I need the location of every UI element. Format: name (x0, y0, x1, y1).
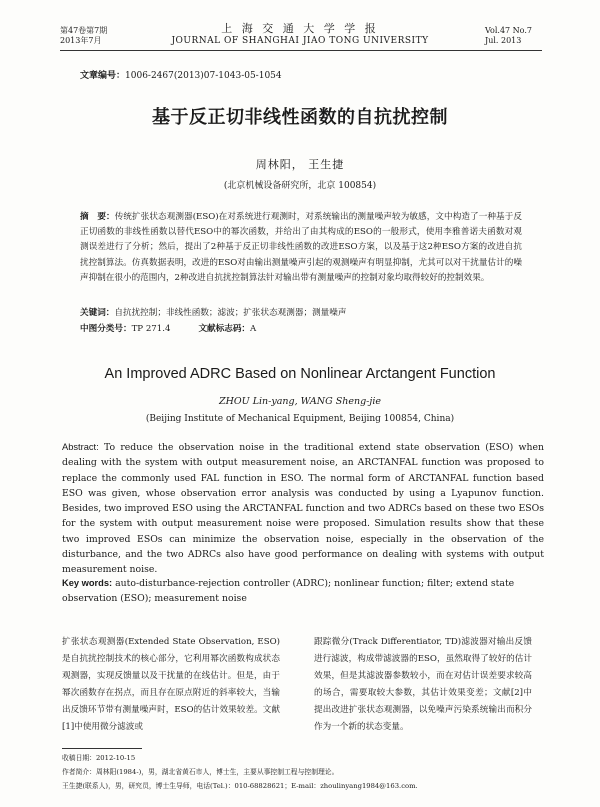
footnote-contact: 王生捷(联系人)，男，研究员，博士生导师，电话(Tel.)：010-68828621；E-mail：zhoulinyang1984@163.com. (62, 782, 418, 790)
article-number-value: 1006-2467(2013)07-1043-05-1054 (125, 71, 282, 81)
footnote-received: 收稿日期：2012-10-15 (62, 754, 136, 762)
abstract-cn-label: 摘 要： (80, 212, 115, 222)
abstract-en-text: To reduce the observation noise in the traditional extend state observation (ESO) when dealing with the system with output measurement noise, an ARCTANFAL function was proposed to replace the commonly used FAL function in ESO. The normal form of ARCTANFAL function based ESO was given, whose observation error analysis was conducted by using a Lyapunov function. Besides, two improved ESO using the ARCTANFAL function and two ADRCs based on these two ESOs for the system with output measurement noise were proposed. Simulation results show that these two improved ESOs can minimize the observation noise, especially in the observation of the disturbance, and the two ADRCs also have good performance on dealing with systems with output measurement noise. (62, 442, 544, 576)
journal-name-cn: 上 海 交 通 大 学 学 报 (221, 22, 379, 35)
journal-name-en: JOURNAL OF SHANGHAI JIAO TONG UNIVERSITY (171, 36, 429, 46)
classification-value: TP 271.4 (131, 324, 171, 334)
volume-en: Vol.47 No.7 (485, 26, 532, 35)
keywords-en-text: auto-disturbance-rejection controller (ADRC); nonlinear function; filter; extend state observation (ESO); measurement noise (62, 578, 515, 605)
document-code-label: 文献标志码： (198, 323, 251, 333)
date-cn: 2013年7月 (60, 36, 102, 45)
running-header-right (485, 26, 532, 46)
abstract-en-label: Abstract: (62, 442, 99, 452)
keywords-cn (80, 306, 346, 318)
article-number (80, 68, 282, 81)
keywords-en-label: Key words: (62, 578, 113, 588)
classification-cn (80, 322, 256, 334)
document-code-value: A (250, 324, 257, 334)
header-divider (60, 50, 542, 51)
footnote-author: 作者简介：周林阳(1984-)，男，湖北省黄石市人，博士生，主要从事控制工程与控制理论。 (62, 768, 339, 776)
abstract-cn (80, 210, 522, 286)
abstract-cn-text: 传统扩张状态观测器(ESO)在对系统进行观测时，对系统输出的测量噪声较为敏感，文中构造了一种基于反正切函数的非线性函数以替代ESO中的幂次函数，并给出了由其构成的ESO的一般形式，使用李雅普诺夫函数对观测误差进行了分析；然后，提出了2种基于反正切非线性函数的改进ESO方案，以及基于这2种ESO方案的改进自抗扰控制算法。仿真数据表明，改进的ESO对由输出测量噪声引起的观测噪声有明显抑制，尤其可以对干扰量估计的噪声抑制在很小的范围内，2种改进自抗扰控制算法针对输出带有测量噪声的控制对象均取得较好的控制效果。 (80, 212, 522, 283)
keywords-cn-text: 自抗扰控制；非线性函数；滤波；扩张状态观测器；测量噪声 (114, 308, 347, 318)
article-number-label: 文章编号： (80, 71, 126, 81)
date-en: Jul. 2013 (485, 36, 522, 45)
volume-cn: 第47卷第7期 (60, 26, 108, 35)
abstract-en (62, 440, 544, 578)
affiliation-cn: (北京机械设备研究所，北京 100854) (223, 181, 377, 191)
body-column-right: 跟踪微分(Track Differentiator, TD)滤波器对输出反馈进行滤波，构成带滤波器的ESO，虽然取得了较好的估计效果，但是其滤波器参数较小，而在对估计误差要求较高的场合，需要取较大参数，其估计效果变差；文献[2]中提出改进扩张状态观测器，以免噪声污染系统输出而积分作为一个新的状态变量。 (314, 637, 532, 733)
body-column-left: 扩张状态观测器(Extended State Observation, ESO)是自抗扰控制技术的核心部分，它利用幂次函数构成状态观测器，实现反馈量以及干扰量的在线估计。但是，由于幂次函数存在拐点，而且存在原点附近的斜率较大，当输出反馈环节带有测量噪声时，ESO的估计效果较差。文献[1]中使用微分滤波或 (62, 637, 280, 733)
classification-label: 中图分类号： (80, 323, 132, 333)
affiliation-en: (Beijing Institute of Mechanical Equipment, Beijing 100854, China) (145, 414, 455, 424)
authors-en: ZHOU Lin-yang, WANG Sheng-jie (219, 396, 381, 407)
keywords-cn-label: 关键词： (80, 307, 115, 317)
footnote-divider (62, 748, 142, 749)
authors-cn: 周林阳， 王生捷 (255, 158, 345, 171)
keywords-en (62, 576, 544, 607)
title-cn: 基于反正切非线性函数的自抗扰控制 (152, 107, 448, 128)
title-en: An Improved ADRC Based on Nonlinear Arctangent Function (104, 366, 496, 382)
